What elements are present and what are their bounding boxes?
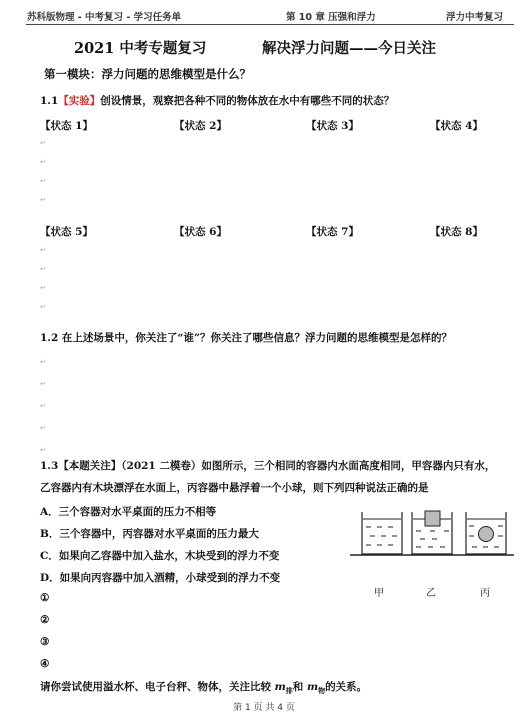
bottom-post: 的关系。 bbox=[325, 681, 368, 693]
option-d: D．如果向丙容器中加入酒精，小球受到的浮力不变 bbox=[40, 572, 281, 584]
mass-symbol: m bbox=[274, 681, 286, 693]
module-heading: 第一模块：浮力问题的思维模型是什么？ bbox=[44, 67, 251, 81]
header-divider bbox=[26, 24, 514, 25]
label-bing: 丙 bbox=[480, 588, 490, 599]
page-footer: 第 1 页 共 4 页 bbox=[233, 703, 295, 713]
sub-wu: 物 bbox=[318, 686, 326, 696]
container-yi bbox=[412, 511, 452, 554]
para-mark: ↵ bbox=[40, 246, 46, 254]
para-mark: ↵ bbox=[40, 402, 46, 410]
para-mark: ↵ bbox=[40, 284, 46, 292]
para-mark: ↵ bbox=[40, 358, 46, 366]
state-8: 【状态 8】 bbox=[430, 226, 483, 238]
bottom-instruction bbox=[40, 679, 367, 696]
sub-pai: 排 bbox=[285, 686, 293, 696]
circle-3: ③ bbox=[40, 636, 50, 648]
page-header bbox=[0, 0, 528, 22]
question-1-2: 1.2 在上述场景中，你关注了“谁”？你关注了哪些信息？浮力问题的思维模型是怎样的？ bbox=[40, 332, 453, 344]
para-mark: ↵ bbox=[40, 424, 46, 432]
bottom-mid: 和 bbox=[292, 681, 307, 693]
question-1-3-line2: 乙容器内有木块漂浮在水面上，丙容器中悬浮着一个小球，则下列四种说法正确的是 bbox=[40, 482, 429, 494]
state-5: 【状态 5】 bbox=[40, 226, 93, 238]
option-b: B．三个容器中，丙容器对水平桌面的压力最大 bbox=[40, 528, 259, 540]
label-jia: 甲 bbox=[374, 588, 384, 599]
q11-text: 创设情景，观察把各种不同的物体放在水中有哪些不同的状态？ bbox=[100, 95, 395, 107]
option-a: A．三个容器对水平桌面的压力不相等 bbox=[40, 506, 217, 518]
option-c: C．如果向乙容器中加入盐水，木块受到的浮力不变 bbox=[40, 550, 280, 562]
header-center: 第 10 章 压强和浮力 bbox=[286, 12, 376, 23]
state-1: 【状态 1】 bbox=[40, 120, 93, 132]
containers-figure bbox=[350, 500, 514, 598]
circle-1: ① bbox=[40, 592, 50, 604]
mass-symbol-2: m bbox=[306, 681, 319, 693]
label-yi: 乙 bbox=[426, 588, 436, 599]
state-2: 【状态 2】 bbox=[174, 120, 227, 132]
question-1-1 bbox=[40, 93, 394, 108]
state-4: 【状态 4】 bbox=[430, 120, 483, 132]
para-mark: ↵ bbox=[40, 303, 46, 311]
title-right: 解决浮力问题——今日关注 bbox=[262, 40, 436, 57]
circle-2: ② bbox=[40, 614, 50, 626]
state-7: 【状态 7】 bbox=[306, 226, 359, 238]
para-mark: ↵ bbox=[40, 380, 46, 388]
para-mark: ↵ bbox=[40, 446, 46, 454]
state-6: 【状态 6】 bbox=[174, 226, 227, 238]
header-left: 苏科版物理 - 中考复习 - 学习任务单 bbox=[27, 12, 182, 23]
circle-4: ④ bbox=[40, 658, 50, 670]
q11-tag: 【实验】 bbox=[58, 95, 101, 107]
para-mark: ↵ bbox=[40, 265, 46, 273]
containers-diagram bbox=[350, 500, 514, 580]
q11-num: 1.1 bbox=[40, 95, 59, 107]
container-jia bbox=[362, 512, 402, 554]
para-mark: ↵ bbox=[40, 196, 46, 204]
header-right: 浮力中考复习 bbox=[446, 12, 504, 23]
state-3: 【状态 3】 bbox=[306, 120, 359, 132]
title-left: 2021 中考专题复习 bbox=[74, 40, 207, 57]
question-1-3-line1: 1.3【本题关注】（2021 二模卷）如图所示，三个相同的容器内水面高度相同，甲容器内只有水， bbox=[40, 460, 496, 472]
container-bing bbox=[466, 512, 506, 554]
para-mark: ↵ bbox=[40, 158, 46, 166]
bottom-pre: 请你尝试使用溢水杯、电子台秤、物体，关注比较 bbox=[40, 681, 275, 693]
para-mark: ↵ bbox=[40, 177, 46, 185]
para-mark: ↵ bbox=[40, 139, 46, 147]
